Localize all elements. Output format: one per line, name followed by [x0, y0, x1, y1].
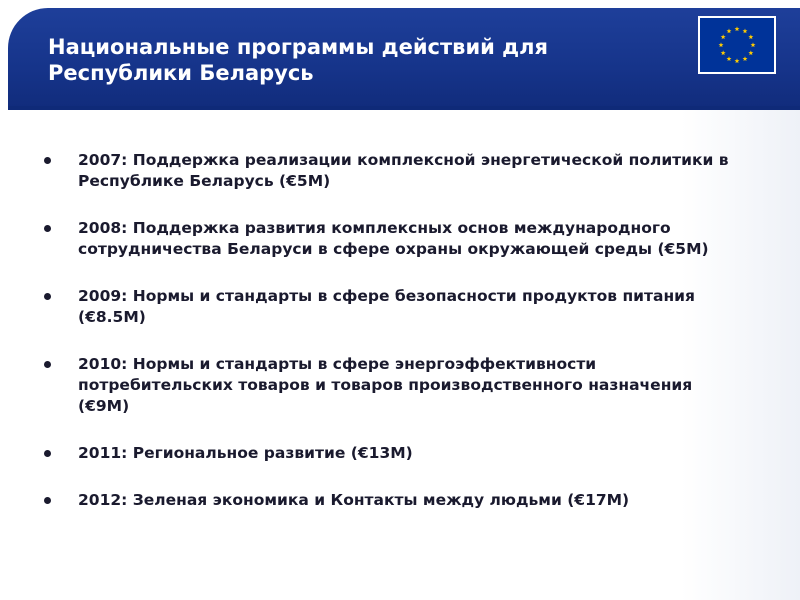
list-item — [38, 218, 738, 260]
star-icon — [727, 29, 732, 34]
bullet-icon — [44, 361, 51, 368]
star-icon — [727, 56, 732, 61]
star-icon — [735, 26, 740, 31]
list-item — [38, 286, 738, 328]
list-item — [38, 150, 738, 192]
title-line-2: Республики Беларусь — [48, 61, 314, 85]
list-item — [38, 443, 738, 464]
star-icon — [751, 42, 756, 47]
star-icon — [743, 29, 748, 34]
star-icon — [748, 50, 753, 55]
header — [0, 0, 800, 110]
bullet-icon — [44, 293, 51, 300]
star-icon — [748, 34, 753, 39]
list-item — [38, 490, 738, 511]
title-line-1: Национальные программы действий для — [48, 35, 549, 59]
star-icon — [721, 34, 726, 39]
page-title — [48, 34, 648, 86]
eu-stars — [700, 18, 774, 72]
list-item — [38, 354, 738, 417]
program-list — [38, 150, 738, 537]
list-item-text: 2012: Зеленая экономика и Контакты между людьми (€17M) — [78, 491, 630, 509]
list-item-text: 2009: Нормы и стандарты в сфере безопасности продуктов питания (€8.5M) — [78, 287, 695, 326]
list-item-text: 2011: Региональное развитие (€13M) — [78, 444, 413, 462]
list-item-text: 2010: Нормы и стандарты в сфере энергоэффективности потребительских товаров и товаров производственного назначения (€9M) — [78, 355, 693, 415]
list-item-text: 2007: Поддержка реализации комплексной энергетической политики в Республике Беларусь (€5M) — [78, 151, 729, 190]
star-icon — [721, 50, 726, 55]
list-item-text: 2008: Поддержка развития комплексных основ международного сотрудничества Беларуси в сфере охраны окружающей среды (€5M) — [78, 219, 709, 258]
star-icon — [719, 42, 724, 47]
eu-flag-icon — [698, 16, 776, 74]
star-icon — [735, 58, 740, 63]
bullet-icon — [44, 157, 51, 164]
left-margin — [0, 110, 8, 600]
star-icon — [743, 56, 748, 61]
bullet-icon — [44, 497, 51, 504]
bullet-icon — [44, 450, 51, 457]
bullet-icon — [44, 225, 51, 232]
